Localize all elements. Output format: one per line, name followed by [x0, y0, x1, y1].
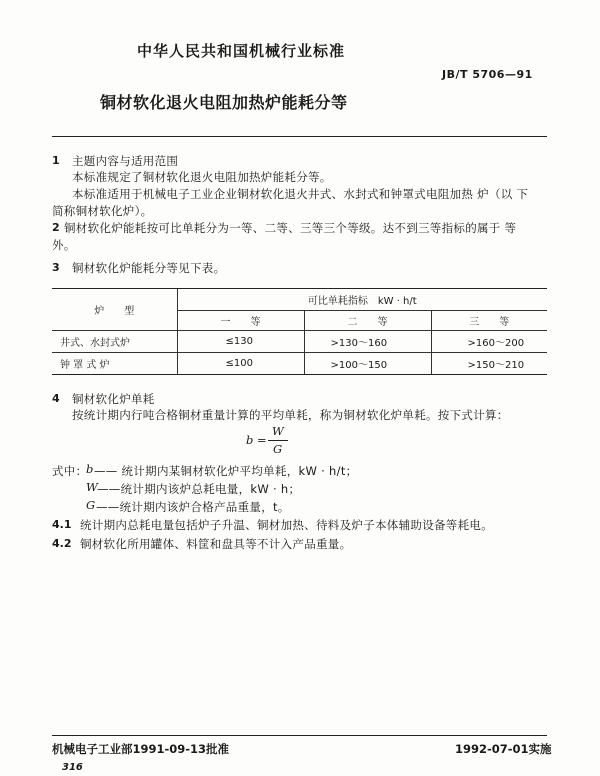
grade-header-2: 二 等 — [304, 311, 431, 331]
table-row — [52, 331, 547, 353]
where-label: 式中： — [52, 464, 88, 478]
grade-1-value: ≤130 — [177, 331, 304, 353]
furnace-type-cell: 钟 罩 式 炉 — [52, 353, 177, 375]
section-2-line-2: 外。 — [52, 238, 76, 252]
standard-number: JB/T 5706—91 — [442, 68, 533, 81]
section-1-number: 1 — [52, 154, 60, 167]
var-b-definition: —— 统计期内某铜材软化炉平均单耗，kW · h/t； — [94, 464, 358, 478]
section-4-2-text: 铜材软化所用罐体、料筐和盘具等不计入产品重量。 — [80, 537, 352, 551]
section-1-para-2-line-2: 简称铜材软化炉）。 — [52, 204, 153, 218]
fraction-bar — [268, 440, 288, 441]
section-2-line-1: 铜材软化炉能耗按可比单耗分为一等、二等、三等三个等级。达不到三等指标的属于 等 — [64, 221, 517, 235]
section-4-number: 4 — [52, 392, 60, 405]
formula-numerator: W — [272, 424, 284, 438]
section-3-title: 铜材软化炉能耗分等见下表。 — [72, 261, 226, 275]
document-title: 铜材软化退火电阻加热炉能耗分等 — [100, 93, 348, 112]
section-1-para-1: 本标准规定了铜材软化退火电阻加热炉能耗分等。 — [72, 170, 332, 184]
grade-3-value: >160～200 — [431, 331, 547, 353]
var-b-symbol: b — [86, 462, 94, 476]
section-4-2-number: 4.2 — [52, 537, 72, 550]
section-4-1-number: 4.1 — [52, 518, 72, 531]
grade-3-value: >150～210 — [431, 353, 547, 375]
org-title: 中华人民共和国机械行业标准 — [137, 42, 346, 60]
section-1-title: 主题内容与适用范围 — [72, 154, 179, 168]
var-g-symbol: G — [86, 498, 96, 512]
section-4-1-text: 统计期内总耗电量包括炉子升温、铜材加热、待料及炉子本体辅助设备等耗电。 — [80, 518, 493, 532]
grade-2-value: >100～150 — [304, 353, 431, 375]
formula-lhs: b = — [246, 433, 267, 447]
effective-date: 1992-07-01实施 — [455, 742, 552, 756]
section-4-title: 铜材软化炉单耗 — [72, 392, 155, 406]
section-1-para-2-line-1: 本标准适用于机械电子工业企业铜材软化退火井式、水封式和钟罩式电阻加热 炉（以 下 — [72, 187, 529, 201]
furnace-type-header: 炉 型 — [52, 289, 177, 331]
section-4-para: 按统计期内行吨合格铜材重量计算的平均单耗，称为铜材软化炉单耗。按下式计算： — [72, 408, 509, 422]
var-w-definition: ——统计期内该炉总耗电量，kW · h； — [97, 482, 301, 496]
section-2-number: 2 — [52, 221, 60, 234]
grade-1-value: ≤100 — [177, 353, 304, 375]
header-divider — [52, 136, 547, 137]
grade-header-1: 一 等 — [177, 311, 304, 331]
var-g-definition: ——统计期内该炉合格产品重量，t。 — [96, 500, 290, 514]
footer-divider — [52, 735, 547, 736]
section-3-number: 3 — [52, 261, 60, 274]
energy-grade-table — [52, 288, 547, 375]
var-w-symbol: W — [86, 480, 98, 494]
page-number: 316 — [62, 762, 83, 773]
furnace-type-cell: 井式、水封式炉 — [52, 331, 177, 353]
grade-header-3: 三 等 — [431, 311, 547, 331]
table-row — [52, 353, 547, 375]
approval-date: 机械电子工业部1991-09-13批准 — [52, 742, 230, 756]
index-group-header: 可比单耗指标 kW · h/t — [177, 289, 547, 311]
formula-denominator: G — [273, 442, 283, 456]
grade-2-value: >130～160 — [304, 331, 431, 353]
